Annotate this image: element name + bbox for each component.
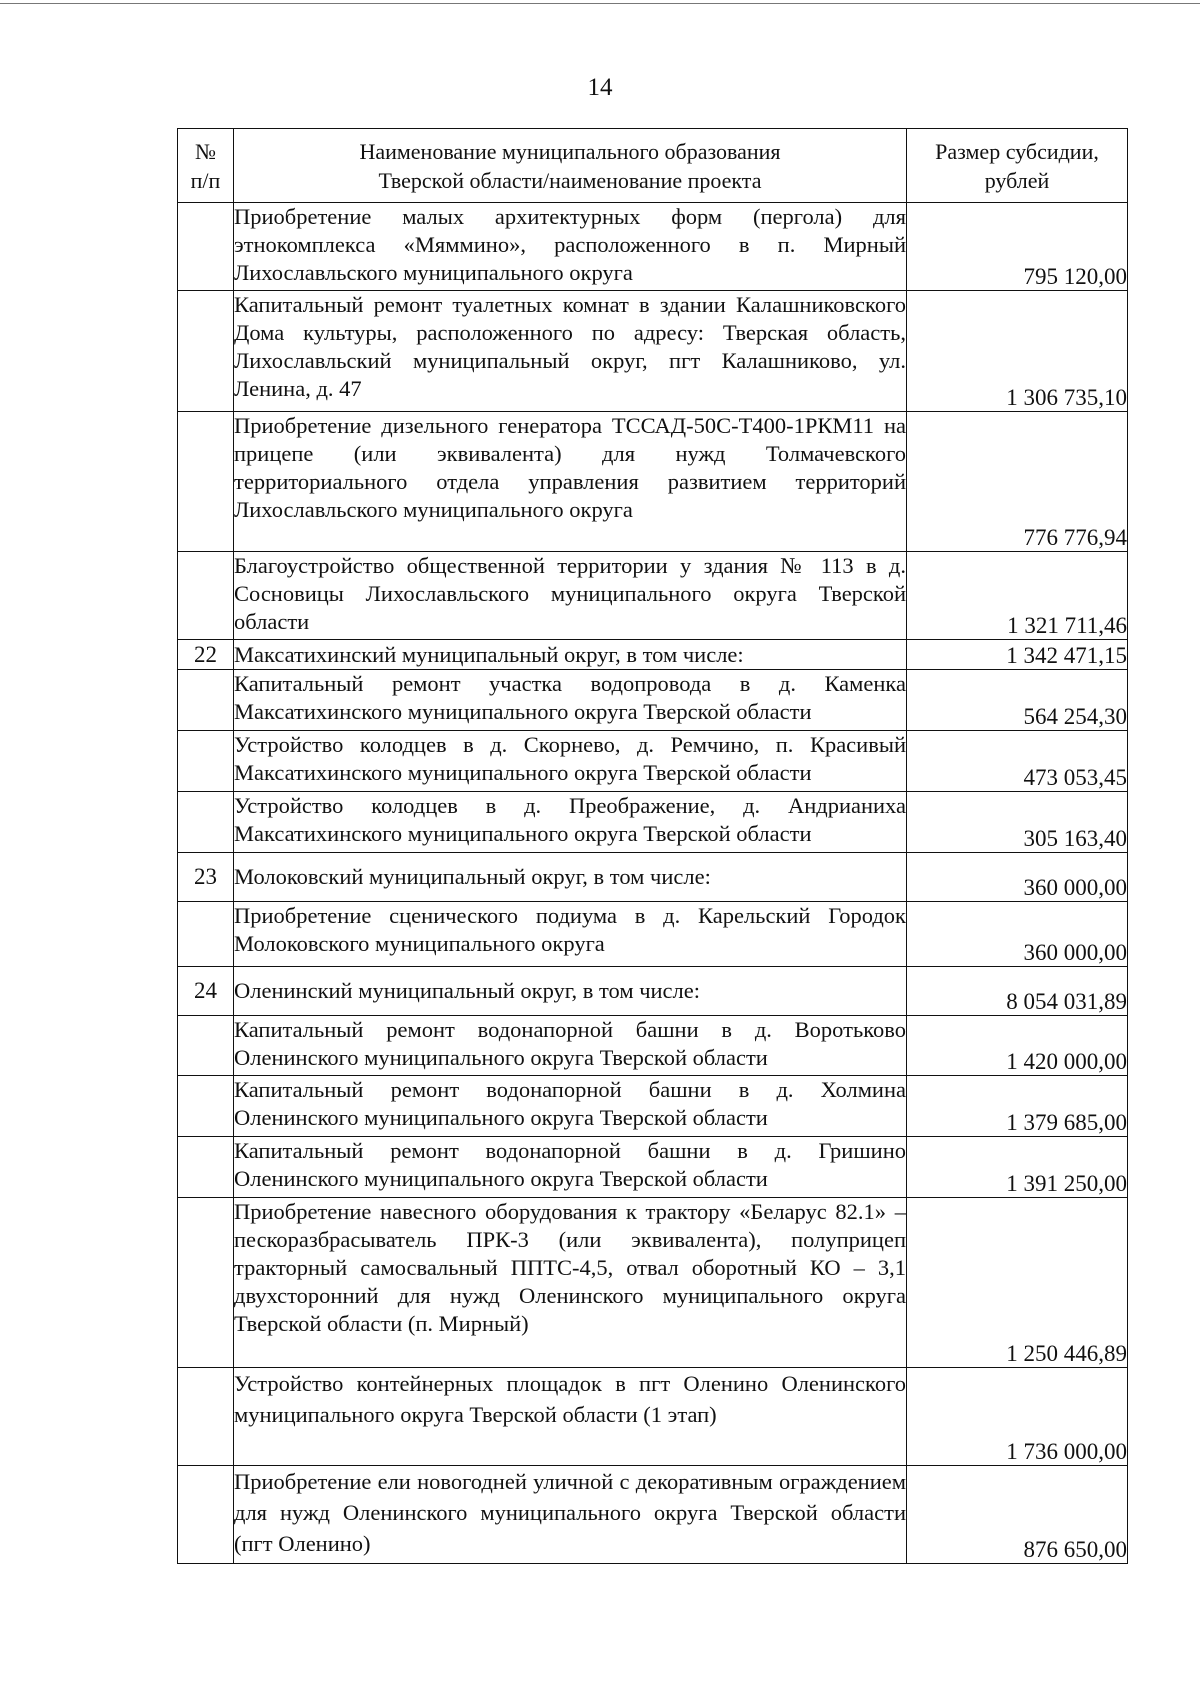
top-edge-line: [0, 3, 1200, 4]
table-row: [178, 552, 1128, 640]
project-name: Приобретение ели новогодней уличной с декоративным ограждением для нужд Оленинского муниципального округа Тверской области (пгт Оленино): [234, 1466, 907, 1564]
district-total: 1 342 471,15: [907, 640, 1128, 670]
district-name: Оленинский муниципальный округ, в том числе:: [234, 967, 907, 1016]
table-row: [178, 731, 1128, 792]
project-name: Капитальный ремонт водонапорной башни в д. Холмина Оленинского муниципального округа Тверской области: [234, 1076, 907, 1137]
table-row: [178, 1016, 1128, 1076]
project-name: Приобретение навесного оборудования к трактору «Беларус 82.1» – пескоразбрасыватель ПРК-3 (или эквивалента), полуприцеп тракторный самосвальный ППТС-4,5, отвал оборотный КО – 3,1 двухсторонний для нужд Оленинского муниципального округа Тверской области (п. Мирный): [234, 1198, 907, 1368]
subsidy-amount: 1 391 250,00: [907, 1137, 1128, 1198]
row-number: 22: [178, 640, 234, 670]
project-name: Капитальный ремонт водонапорной башни в д. Гришино Оленинского муниципального округа Тверской области: [234, 1137, 907, 1198]
district-name: Молоковский муниципальный округ, в том числе:: [234, 853, 907, 902]
header-name: Наименование муниципального образования Тверской области/наименование проекта: [234, 129, 907, 203]
row-number: [178, 1198, 234, 1368]
district-total: 8 054 031,89: [907, 967, 1128, 1016]
subsidy-amount: 564 254,30: [907, 670, 1128, 731]
table-header-row: [178, 129, 1128, 203]
table-row: [178, 1137, 1128, 1198]
subsidy-amount: 1 379 685,00: [907, 1076, 1128, 1137]
subsidy-amount: 360 000,00: [907, 902, 1128, 967]
subsidy-amount: 1 250 446,89: [907, 1198, 1128, 1368]
row-number: 24: [178, 967, 234, 1016]
table-row: [178, 902, 1128, 967]
table-row-district: [178, 967, 1128, 1016]
row-number: [178, 1016, 234, 1076]
row-number: [178, 731, 234, 792]
subsidy-table: [177, 128, 1128, 1564]
subsidy-amount: 876 650,00: [907, 1466, 1128, 1564]
row-number: [178, 670, 234, 731]
subsidy-amount: 795 120,00: [907, 203, 1128, 291]
row-number: [178, 552, 234, 640]
row-number: [178, 1137, 234, 1198]
subsidy-amount: 1 321 711,46: [907, 552, 1128, 640]
district-total: 360 000,00: [907, 853, 1128, 902]
table-row: [178, 1198, 1128, 1368]
row-number: [178, 412, 234, 552]
table-row: [178, 203, 1128, 291]
district-name: Максатихинский муниципальный округ, в том числе:: [234, 640, 907, 670]
subsidy-amount: 305 163,40: [907, 792, 1128, 853]
project-name: Устройство контейнерных площадок в пгт Оленино Оленинского муниципального округа Тверской области (1 этап): [234, 1368, 907, 1466]
header-number: № п/п: [178, 129, 234, 203]
project-name: Приобретение дизельного генератора ТССАД-50С-Т400-1РКМ11 на прицепе (или эквивалента) для нужд Толмачевского территориального отдела управления развитием территорий Лихославльского муниципального округа: [234, 412, 907, 552]
row-number: [178, 902, 234, 967]
row-number: [178, 291, 234, 412]
table-row-district: [178, 640, 1128, 670]
project-name: Капитальный ремонт водонапорной башни в д. Воротьково Оленинского муниципального округа Тверской области: [234, 1016, 907, 1076]
table-row: [178, 412, 1128, 552]
row-number: [178, 203, 234, 291]
row-number: [178, 1076, 234, 1137]
table-row: [178, 670, 1128, 731]
project-name: Приобретение сценического подиума в д. Карельский Городок Молоковского муниципального округа: [234, 902, 907, 967]
row-number: [178, 1368, 234, 1466]
project-name: Приобретение малых архитектурных форм (пергола) для этнокомплекса «Мяммино», расположенного в п. Мирный Лихославльского муниципального округа: [234, 203, 907, 291]
table-row: [178, 792, 1128, 853]
project-name: Устройство колодцев в д. Скорнево, д. Ремчино, п. Красивый Максатихинского муниципального округа Тверской области: [234, 731, 907, 792]
project-name: Благоустройство общественной территории у здания № 113 в д. Сосновицы Лихославльского муниципального округа Тверской области: [234, 552, 907, 640]
project-name: Устройство колодцев в д. Преображение, д. Андрианиха Максатихинского муниципального округа Тверской области: [234, 792, 907, 853]
row-number: [178, 792, 234, 853]
header-amount: Размер субсидии, рублей: [907, 129, 1128, 203]
project-name: Капитальный ремонт туалетных комнат в здании Калашниковского Дома культуры, расположенного по адресу: Тверская область, Лихославльский муниципальный округ, пгт Калашниково, ул. Ленина, д. 47: [234, 291, 907, 412]
table-row: [178, 291, 1128, 412]
subsidy-amount: 1 420 000,00: [907, 1016, 1128, 1076]
subsidy-amount: 473 053,45: [907, 731, 1128, 792]
subsidy-amount: 776 776,94: [907, 412, 1128, 552]
table-row: [178, 1076, 1128, 1137]
subsidy-amount: 1 306 735,10: [907, 291, 1128, 412]
row-number: 23: [178, 853, 234, 902]
table-row-district: [178, 853, 1128, 902]
table-row: [178, 1466, 1128, 1564]
table-row: [178, 1368, 1128, 1466]
project-name: Капитальный ремонт участка водопровода в д. Каменка Максатихинского муниципального округа Тверской области: [234, 670, 907, 731]
row-number: [178, 1466, 234, 1564]
page-number: 14: [587, 74, 613, 101]
subsidy-amount: 1 736 000,00: [907, 1368, 1128, 1466]
